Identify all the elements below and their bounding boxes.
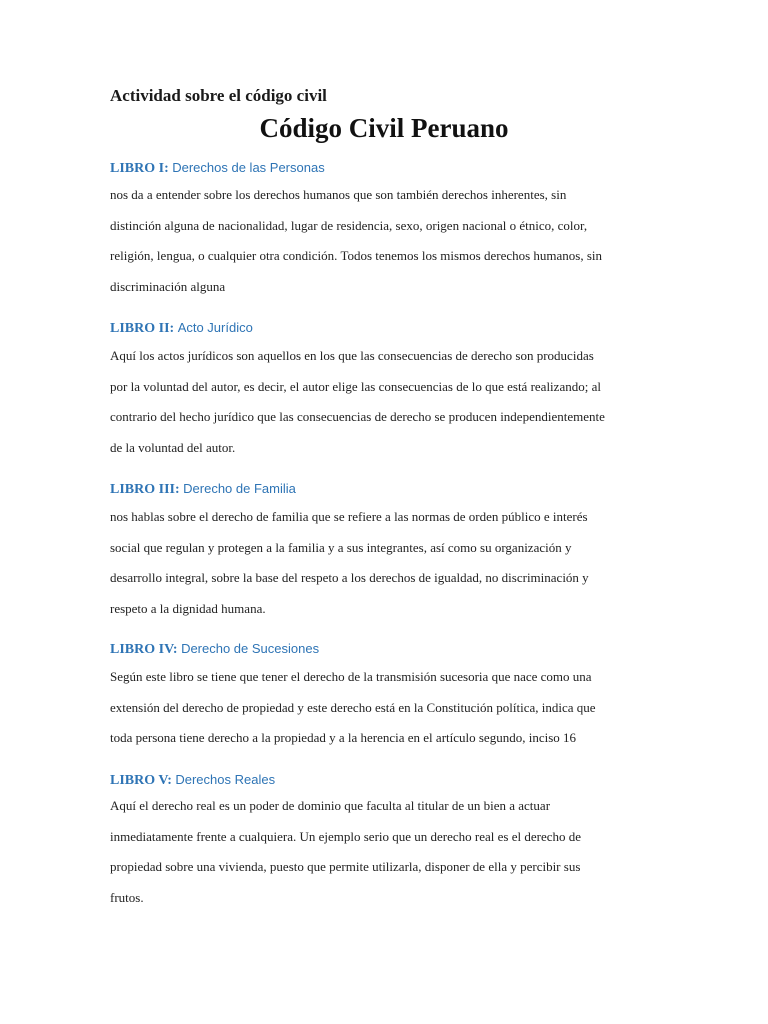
section-name: Derechos de las Personas — [172, 160, 325, 175]
document-title: Código Civil Peruano — [259, 113, 509, 143]
paragraph-line: discriminación alguna — [110, 278, 226, 294]
paragraph-line: frutos. — [110, 889, 144, 905]
section-heading-libro-4 — [110, 641, 319, 658]
section-number: LIBRO I: — [110, 161, 169, 176]
section-number: LIBRO V: — [110, 773, 172, 788]
paragraph-line: respeto a la dignidad humana. — [110, 600, 266, 616]
section-number: LIBRO IV: — [110, 642, 178, 657]
paragraph-line: religión, lengua, o cualquier otra condición. Todos tenemos los mismos derechos humanos, sin — [110, 248, 603, 263]
paragraph-line: Aquí el derecho real es un poder de dominio que faculta al titular de un bien a actuar — [110, 798, 551, 813]
paragraph-line: distinción alguna de nacionalidad, lugar de residencia, sexo, origen nacional o étnico, color, — [110, 217, 588, 233]
section-paragraph-libro-2 — [110, 341, 670, 463]
section-paragraph-libro-5 — [110, 791, 670, 913]
section-paragraph-libro-3 — [110, 502, 670, 624]
section-paragraph-libro-1 — [110, 180, 670, 302]
section-name: Derecho de Familia — [183, 481, 296, 496]
section-paragraph-libro-4 — [110, 662, 670, 754]
paragraph-line: social que regulan y protegen a la familia y a sus integrantes, así como su organización y — [110, 539, 572, 555]
paragraph-line: propiedad sobre una vivienda, puesto que permite utilizarla, disponer de ella y percibir sus — [110, 859, 581, 874]
section-heading-libro-2 — [110, 320, 253, 337]
section-name: Derechos Reales — [175, 772, 276, 787]
section-heading-libro-1 — [110, 160, 325, 177]
paragraph-line: Aquí los actos jurídicos son aquellos en los que las consecuencias de derecho son producidas — [110, 348, 594, 363]
section-number: LIBRO II: — [110, 321, 175, 336]
paragraph-line: inmediatamente frente a cualquiera. Un ejemplo serio que un derecho real es el derecho de — [110, 828, 582, 844]
section-number: LIBRO III: — [110, 482, 180, 497]
paragraph-line: contrario del hecho jurídico que las consecuencias de derecho se producen independientemente — [110, 409, 605, 424]
paragraph-line: nos da a entender sobre los derechos humanos que son también derechos inherentes, sin — [110, 187, 567, 202]
paragraph-line: Según este libro se tiene que tener el derecho de la transmisión sucesoria que nace como una — [110, 669, 592, 684]
section-name: Derecho de Sucesiones — [181, 641, 320, 656]
section-heading-libro-5 — [110, 772, 275, 789]
paragraph-line: toda persona tiene derecho a la propiedad y a la herencia en el artículo segundo, inciso 16 — [110, 730, 577, 745]
paragraph-line: por la voluntad del autor, es decir, el autor elige las consecuencias de lo que está realizando; al — [110, 378, 601, 394]
paragraph-line: desarrollo integral, sobre la base del respeto a los derechos de igualdad, no discriminación y — [110, 570, 589, 585]
section-name: Acto Jurídico — [177, 320, 253, 335]
paragraph-line: extensión del derecho de propiedad y este derecho está en la Constitución política, indica que — [110, 699, 596, 715]
paragraph-line: nos hablas sobre el derecho de familia que se refiere a las normas de orden público e interés — [110, 509, 588, 524]
paragraph-line: de la voluntad del autor. — [110, 439, 236, 455]
document-subtitle: Actividad sobre el código civil — [110, 86, 327, 105]
section-heading-libro-3 — [110, 481, 296, 498]
